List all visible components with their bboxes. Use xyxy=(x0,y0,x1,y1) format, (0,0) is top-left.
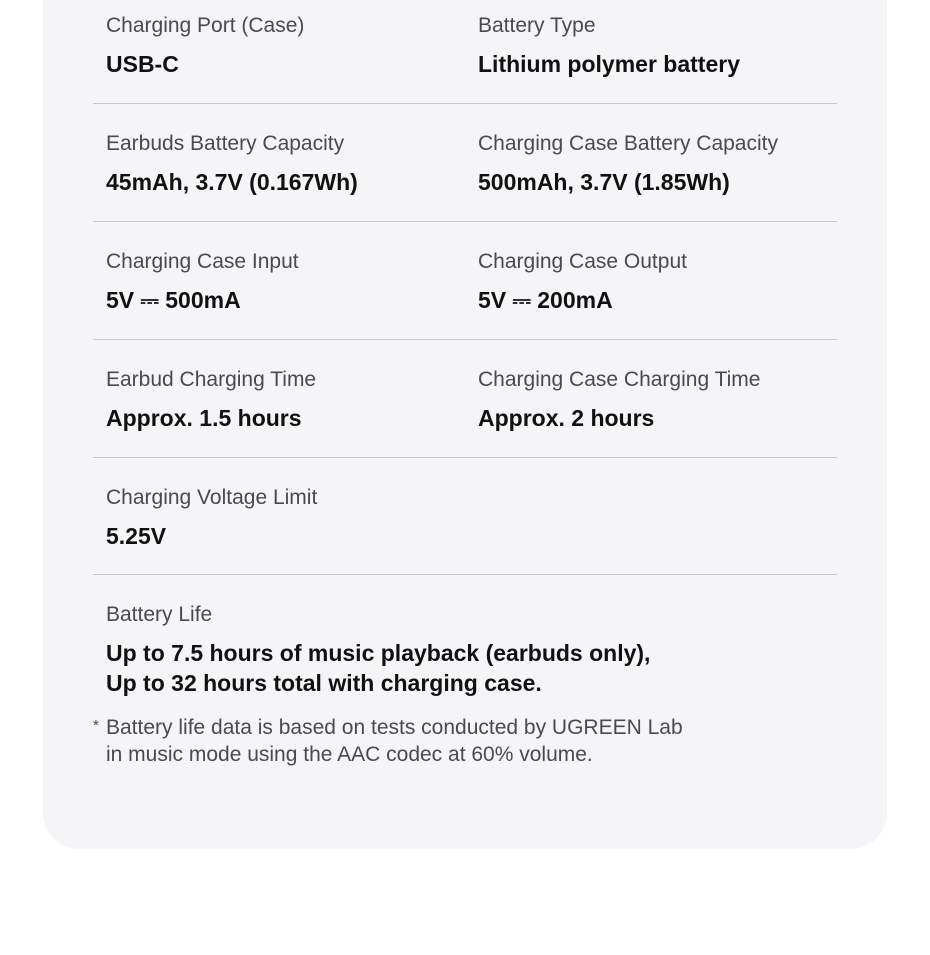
spec-item-case-input xyxy=(106,249,299,314)
spec-value: 5V ⎓ 500mA xyxy=(106,287,241,313)
battery-life-line: Up to 7.5 hours of music playback (earbuds only), xyxy=(106,640,651,666)
divider xyxy=(93,339,837,340)
spec-item-charging-port xyxy=(106,13,304,78)
spec-value: 5.25V xyxy=(106,523,167,549)
spec-label: Earbuds Battery Capacity xyxy=(106,132,345,155)
spec-item-case-battery-capacity xyxy=(478,131,778,196)
spec-item-battery-life xyxy=(106,602,650,698)
spec-label: Charging Case Battery Capacity xyxy=(478,132,778,155)
spec-value: USB-C xyxy=(106,51,179,77)
spec-item-voltage-limit xyxy=(106,485,317,550)
spec-item-case-charging-time xyxy=(478,367,760,432)
spec-item-earbud-charging-time xyxy=(106,367,316,432)
spec-value: 5V ⎓ 200mA xyxy=(478,287,613,313)
footnote xyxy=(93,714,683,768)
spec-label: Charging Port (Case) xyxy=(106,14,305,37)
footnote-line: Battery life data is based on tests conducted by UGREEN Lab xyxy=(106,716,683,739)
spec-value: 45mAh, 3.7V (0.167Wh) xyxy=(106,169,358,195)
divider xyxy=(93,221,837,222)
spec-label: Charging Case Output xyxy=(478,250,687,273)
spec-label: Charging Case Charging Time xyxy=(478,368,761,391)
spec-item-battery-type xyxy=(478,13,740,78)
battery-life-line: Up to 32 hours total with charging case. xyxy=(106,670,542,696)
footnote-marker: * xyxy=(93,717,99,734)
spec-label: Charging Voltage Limit xyxy=(106,486,318,509)
footnote-line: in music mode using the AAC codec at 60% volume. xyxy=(106,743,593,766)
spec-item-case-output xyxy=(478,249,687,314)
spec-label: Charging Case Input xyxy=(106,250,299,273)
spec-value: Approx. 2 hours xyxy=(478,405,655,431)
battery-life-value xyxy=(106,638,650,698)
divider xyxy=(93,457,837,458)
spec-item-earbuds-battery-capacity xyxy=(106,131,358,196)
spec-value: 500mAh, 3.7V (1.85Wh) xyxy=(478,169,730,195)
divider xyxy=(93,103,837,104)
spec-value: Approx. 1.5 hours xyxy=(106,405,302,431)
spec-label: Earbud Charging Time xyxy=(106,368,317,391)
spec-label: Battery Life xyxy=(106,603,213,626)
spec-label: Battery Type xyxy=(478,14,596,37)
divider xyxy=(93,574,837,575)
spec-value: Lithium polymer battery xyxy=(478,51,740,77)
